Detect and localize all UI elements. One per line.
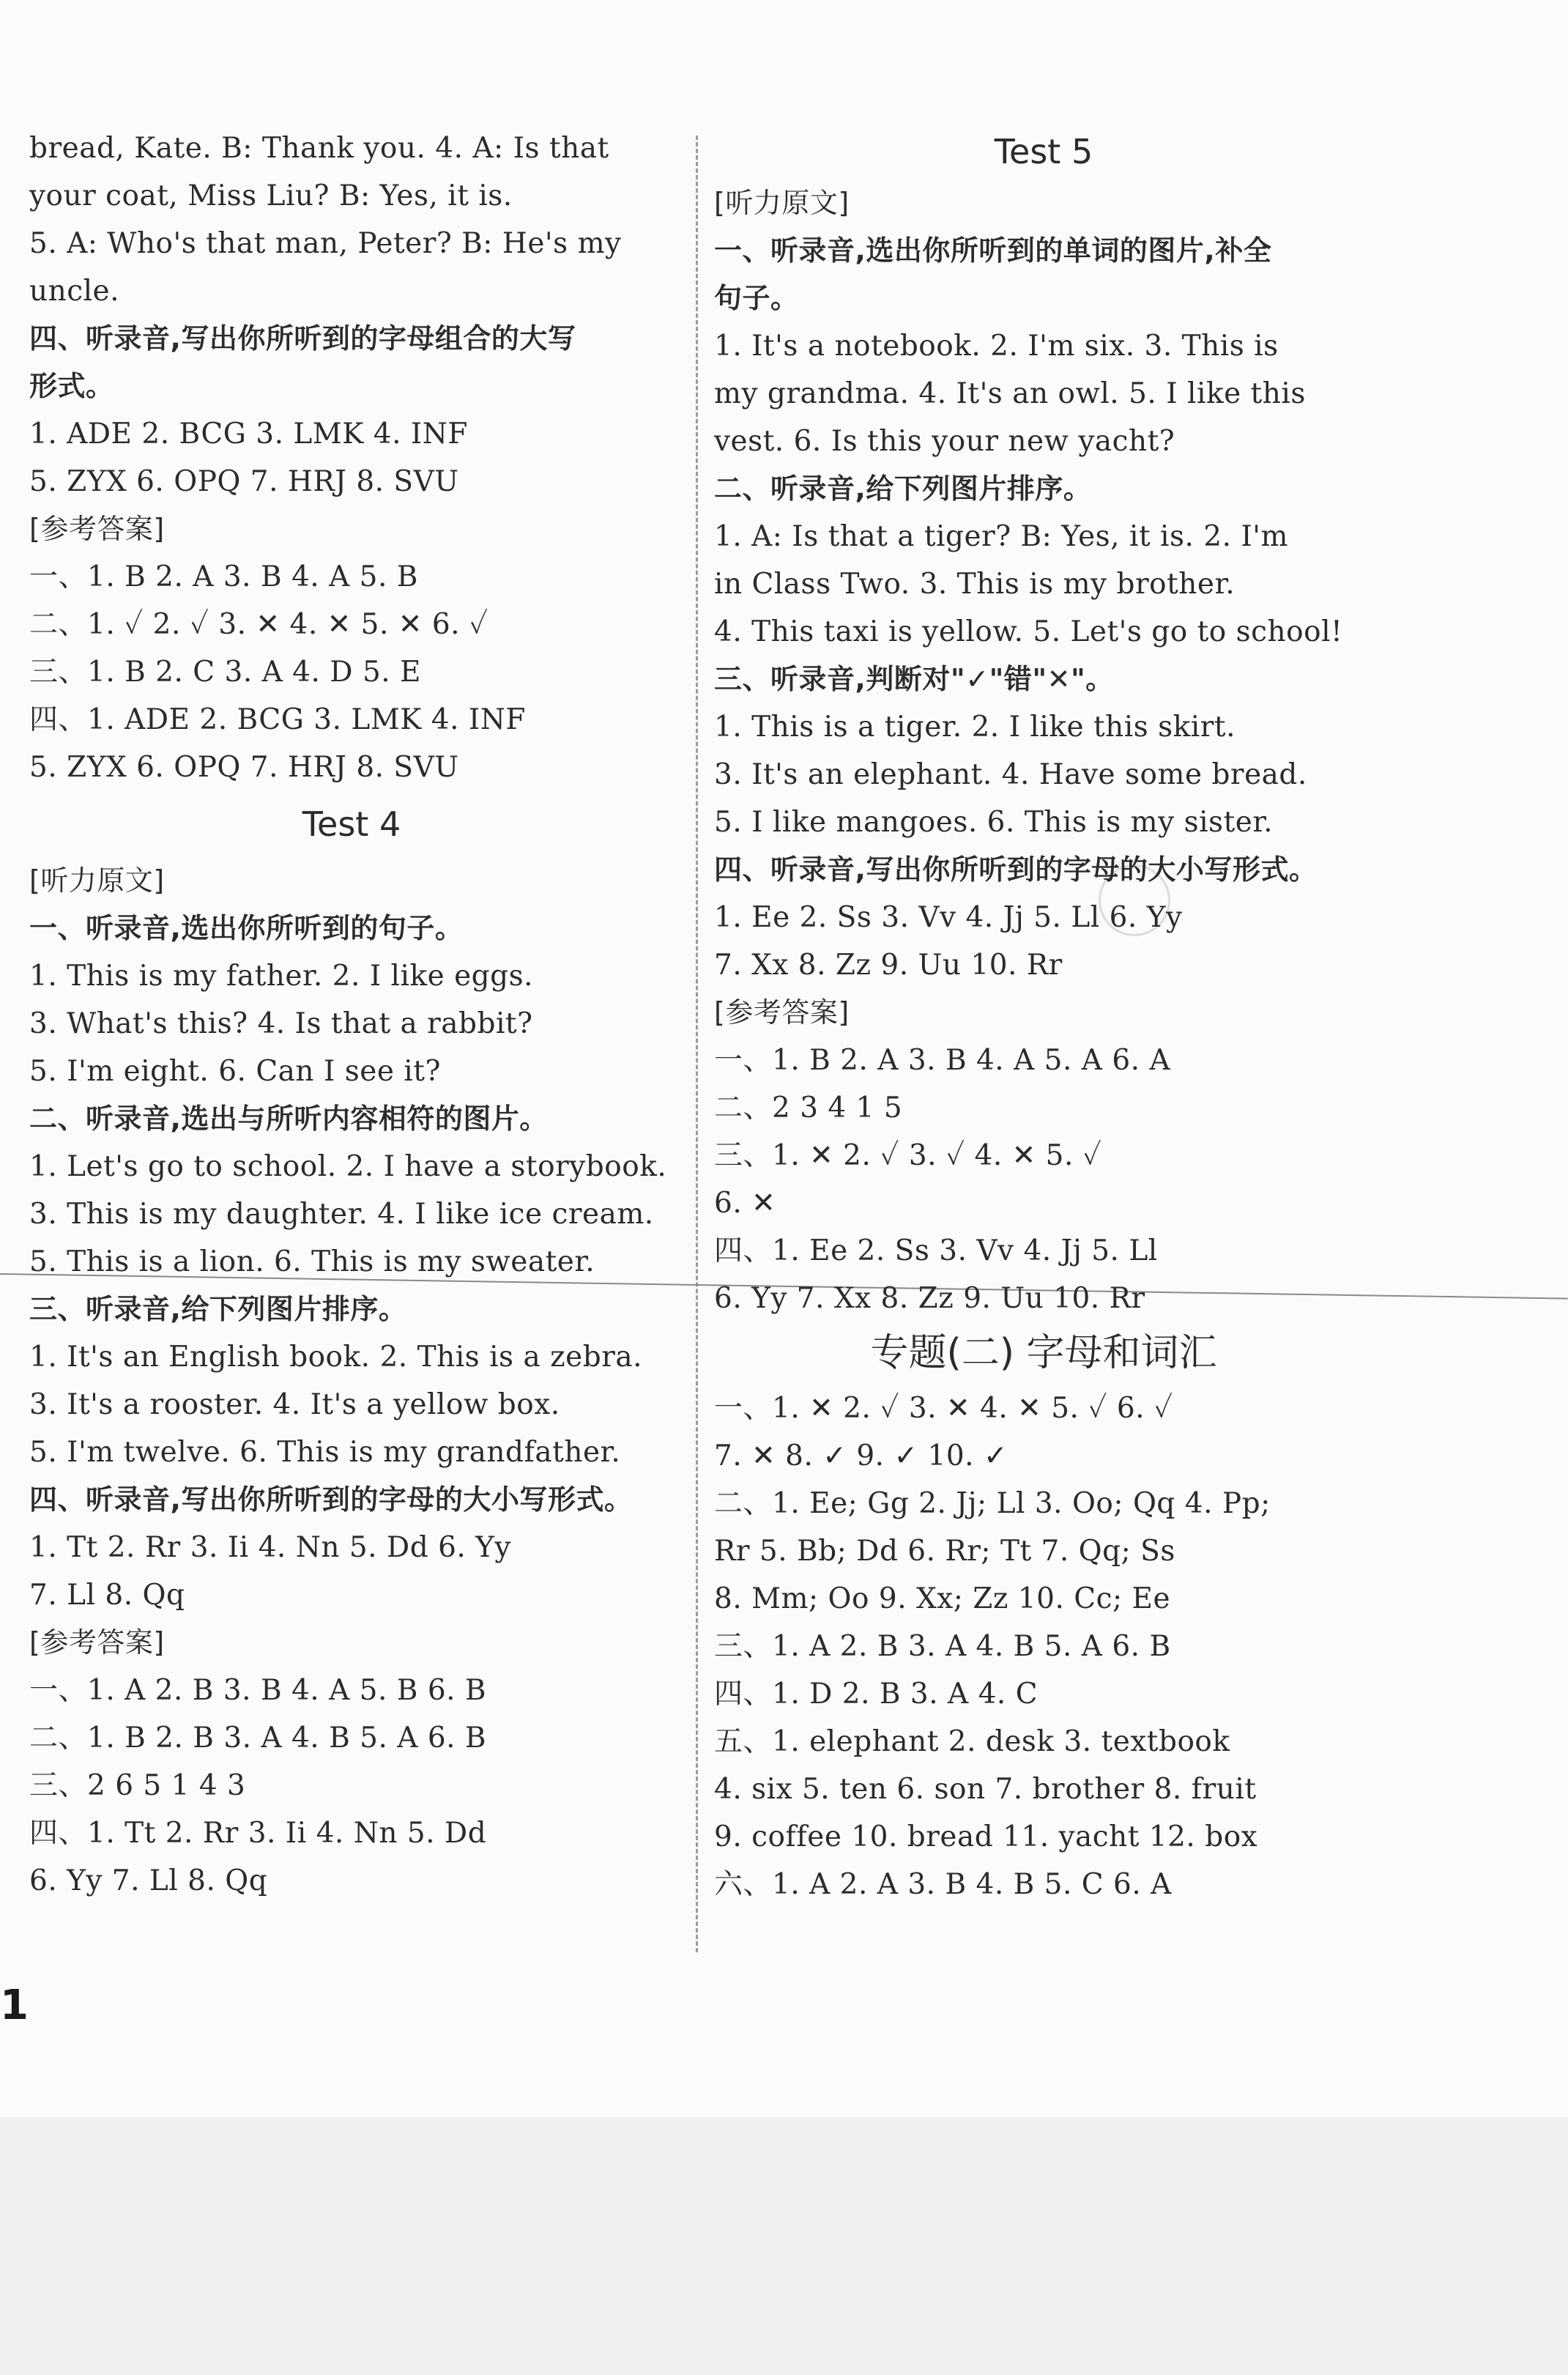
answer-line: 二、1. ✓ 2. ✓ 3. ✕ 4. ✕ 5. ✕ 6. ✓: [29, 608, 488, 641]
answer-line: in Class Two. 3. This is my brother.: [714, 568, 1236, 601]
section-heading: 三、听录音,给下列图片排序。: [29, 1293, 407, 1325]
answer-line: my grandma. 4. It's an owl. 5. I like this: [714, 377, 1306, 410]
answer-line: 1. ADE 2. BCG 3. LMK 4. INF: [29, 418, 468, 451]
answer-line: 五、1. elephant 2. desk 3. textbook: [714, 1725, 1230, 1758]
answer-line: your coat, Miss Liu? B: Yes, it is.: [29, 179, 513, 212]
answer-line: 1. A: Is that a tiger? B: Yes, it is. 2. I'm: [714, 520, 1289, 553]
answer-line: 4. six 5. ten 6. son 7. brother 8. fruit: [714, 1773, 1257, 1806]
answer-line: 一、1. B 2. A 3. B 4. A 5. B: [29, 560, 418, 593]
answer-line: 4. This taxi is yellow. 5. Let's go to school!: [714, 615, 1343, 648]
test5-title: Test 5: [994, 132, 1093, 171]
answer-line: 1. It's an English book. 2. This is a zebra.: [29, 1341, 643, 1374]
answer-line: 7. ✕ 8. ✓ 9. ✓ 10. ✓: [714, 1440, 1008, 1472]
section-heading: 二、听录音,选出与所听内容相符的图片。: [29, 1103, 548, 1135]
answer-line: 1. This is a tiger. 2. I like this skirt.: [714, 711, 1236, 744]
answer-line: 5. A: Who's that man, Peter? B: He's my: [29, 227, 622, 260]
answer-line: 二、2 3 4 1 5: [714, 1092, 903, 1124]
test4-block: [29, 857, 674, 1905]
page-bottom-margin: [0, 2117, 1568, 2375]
section-heading: 四、听录音,写出你所听到的字母的大小写形式。: [714, 853, 1318, 886]
column-divider: [696, 136, 698, 1952]
answer-line: uncle.: [29, 275, 120, 308]
left-top-block: [29, 125, 674, 791]
answer-line: 6. ✕: [714, 1187, 776, 1220]
answer-line: 1. Tt 2. Rr 3. Ii 4. Nn 5. Dd 6. Yy: [29, 1531, 511, 1564]
section-label: [参考答案]: [29, 1626, 165, 1659]
page-number: 1: [0, 1982, 29, 2029]
answer-line: 7. Ll 8. Qq: [29, 1579, 185, 1612]
section-heading: 二、听录音,给下列图片排序。: [714, 473, 1092, 505]
answer-line: 1. Let's go to school. 2. I have a storybook.: [29, 1150, 667, 1183]
answer-line: 5. This is a lion. 6. This is my sweater.: [29, 1245, 595, 1278]
answer-line: 三、1. B 2. C 3. A 4. D 5. E: [29, 656, 422, 689]
answer-line: 1. It's a notebook. 2. I'm six. 3. This is: [714, 330, 1279, 363]
answer-line: 二、1. Ee; Gg 2. Jj; Ll 3. Oo; Qq 4. Pp;: [714, 1487, 1271, 1520]
answer-line: 一、1. A 2. B 3. B 4. A 5. B 6. B: [29, 1674, 487, 1707]
section-heading: 形式。: [29, 370, 114, 402]
answer-line: 六、1. A 2. A 3. B 4. B 5. C 6. A: [714, 1868, 1172, 1901]
answer-line: 6. Yy 7. Xx 8. Zz 9. Uu 10. Rr: [714, 1282, 1145, 1315]
answer-line: 5. I'm eight. 6. Can I see it?: [29, 1055, 441, 1088]
section-heading: 四、听录音,写出你所听到的字母组合的大写: [29, 322, 576, 355]
answer-line: 3. What's this? 4. Is that a rabbit?: [29, 1007, 533, 1040]
section-heading: 四、听录音,写出你所听到的字母的大小写形式。: [29, 1483, 633, 1516]
answer-line: 9. coffee 10. bread 11. yacht 12. box: [714, 1820, 1258, 1853]
section-heading: 句子。: [714, 282, 799, 314]
answer-line: 一、1. B 2. A 3. B 4. A 5. A 6. A: [714, 1044, 1171, 1077]
answer-line: 5. I'm twelve. 6. This is my grandfather.: [29, 1436, 621, 1469]
answer-line: 3. It's a rooster. 4. It's a yellow box.: [29, 1388, 560, 1421]
section-label: [参考答案]: [29, 513, 165, 545]
answer-line: 3. It's an elephant. 4. Have some bread.: [714, 758, 1307, 791]
topic-block: [714, 1385, 1373, 1908]
answer-line: 1. This is my father. 2. I like eggs.: [29, 960, 534, 993]
answer-line: 一、1. ✕ 2. ✓ 3. ✕ 4. ✕ 5. ✓ 6. ✓: [714, 1392, 1173, 1425]
section-label: [参考答案]: [714, 996, 850, 1029]
answer-line: 1. Ee 2. Ss 3. Vv 4. Jj 5. Ll 6. Yy: [714, 901, 1183, 934]
answer-line: 8. Mm; Oo 9. Xx; Zz 10. Cc; Ee: [714, 1582, 1171, 1615]
answer-line: 四、1. D 2. B 3. A 4. C: [714, 1678, 1038, 1711]
answer-line: 5. ZYX 6. OPQ 7. HRJ 8. SVU: [29, 751, 459, 784]
answer-line: 四、1. ADE 2. BCG 3. LMK 4. INF: [29, 703, 526, 736]
answer-line: 5. I like mangoes. 6. This is my sister.: [714, 806, 1274, 839]
answer-line: 7. Xx 8. Zz 9. Uu 10. Rr: [714, 949, 1063, 982]
section-label: [听力原文]: [29, 864, 165, 897]
answer-line: 三、2 6 5 1 4 3: [29, 1769, 246, 1802]
left-column: [29, 125, 674, 1905]
test5-block: [714, 179, 1373, 1322]
right-column: [714, 125, 1373, 1908]
section-label: [听力原文]: [714, 187, 850, 219]
answer-line: 6. Yy 7. Ll 8. Qq: [29, 1864, 268, 1897]
topic-title: 专题(二) 字母和词汇: [870, 1331, 1217, 1375]
answer-line: 5. ZYX 6. OPQ 7. HRJ 8. SVU: [29, 465, 459, 498]
answer-line: 三、1. ✕ 2. ✓ 3. ✓ 4. ✕ 5. ✓: [714, 1139, 1102, 1172]
answer-line: vest. 6. Is this your new yacht?: [714, 425, 1175, 458]
answer-line: 四、1. Tt 2. Rr 3. Ii 4. Nn 5. Dd: [29, 1817, 487, 1850]
answer-line: Rr 5. Bb; Dd 6. Rr; Tt 7. Qq; Ss: [714, 1535, 1175, 1568]
section-heading: 一、听录音,选出你所听到的单词的图片,补全: [714, 234, 1272, 267]
answer-line: 二、1. B 2. B 3. A 4. B 5. A 6. B: [29, 1722, 487, 1755]
answer-line: 四、1. Ee 2. Ss 3. Vv 4. Jj 5. Ll: [714, 1234, 1158, 1267]
answer-line: bread, Kate. B: Thank you. 4. A: Is that: [29, 132, 609, 165]
test4-title: Test 4: [302, 804, 401, 844]
answer-line: 三、1. A 2. B 3. A 4. B 5. A 6. B: [714, 1630, 1171, 1663]
section-heading: 一、听录音,选出你所听到的句子。: [29, 912, 464, 944]
answer-line: 3. This is my daughter. 4. I like ice cream.: [29, 1198, 654, 1231]
section-heading: 三、听录音,判断对"✓"错"✕"。: [714, 663, 1114, 695]
